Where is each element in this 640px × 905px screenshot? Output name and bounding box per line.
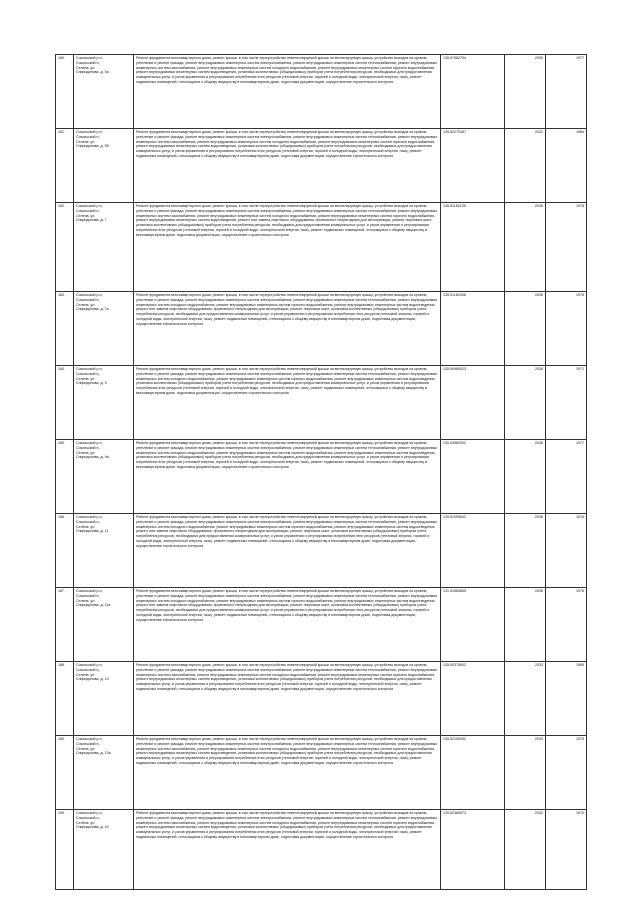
table-row — [56, 203, 587, 292]
table-row — [56, 514, 587, 588]
works-description-cell: Ремонт фундамента многоквартирного дома, ремонт крыши, в том числе переустройство невентилируемой крыши на вентилируемую крышу, устройство выходов на кровлю, утепление и ремонт фасада, ремонт внутридомовых инженерных систем электроснабжения, ремонт внутридомовых инженерных систем теплоснабжения, ремонт внутридомовых инженерных систем газоснабжения, ремонт внутридомовых инженерных систем холодного водоснабжения, ремонт внутридомовых инженерных систем горячего водоснабжения, ремонт внутридомовых инженерных систем водоотведения, установка коллективных (общедомовых) приборов учета потребления ресурсов, необходимых для предоставления коммунальных услуг, и узлов управления и регулирования потребления этих ресурсов (тепловой энергии, горячей и холодной воды, электрической энергии, газа), ремонт подвальных помещений, относящихся к общему имуществу в многоквартирном доме, подготовка документации, осуществление строительного контроля — [134, 736, 441, 810]
area-cell: 135.51182458 — [441, 292, 505, 366]
area-cell: 135.52270457 — [441, 129, 505, 203]
works-description-cell: Ремонт фундамента многоквартирного дома, ремонт крыши, в том числе переустройство невентилируемой крыши на вентилируемую крышу, устройство выходов на кровлю, утепление и ремонт фасада, ремонт внутридомовых инженерных систем электроснабжения, ремонт внутридомовых инженерных систем теплоснабжения, ремонт внутридомовых инженерных систем газоснабжения, ремонт внутридомовых инженерных систем холодного водоснабжения, ремонт внутридомовых инженерных систем горячего водоснабжения, ремонт внутридомовых инженерных систем водоотведения, установка коллективных (общедомовых) приборов учета потребления ресурсов, необходимых для предоставления коммунальных услуг, и узлов управления и регулирования потребления этих ресурсов (тепловой энергии, горячей и холодной воды, электрической энергии, газа), ремонт подвальных помещений, относящихся к общему имуществу в многоквартирном доме, подготовка документации, осуществление строительного контроля — [134, 129, 441, 203]
address-cell: Сокольский р-н, Сокольский п., Селена ,ул. Спиридонова ,д. 9 — [74, 366, 134, 440]
repair-year-cell: 2036 — [505, 292, 546, 366]
works-description-cell: Ремонт фундамента многоквартирного дома, ремонт крыши, в том числе переустройство невентилируемой крыши на вентилируемую крышу, устройство выходов на кровлю, утепление и ремонт фасада, ремонт внутридомовых инженерных систем электроснабжения, ремонт внутридомовых инженерных систем теплоснабжения, ремонт внутридомовых инженерных систем холодного водоснабжения, ремонт внутридомовых инженерных систем горячего водоснабжения, ремонт внутридомовых инженерных систем водоотведения, ремонт или замена лифтового оборудования, признанного непригодным для эксплуатации, ремонт лифтовых шахт, установка коллективных (общедомовых) приборов учета потребления ресурсов, необходимых для предоставления коммунальных услуг, и узлов управления и регулирования потребления этих ресурсов (тепловой энергии, горячей и холодной воды, электрической энергии, газа), ремонт подвальных помещений, относящихся к общему имуществу в многоквартирном доме, подготовка документации, осуществление строительного контроля — [134, 292, 441, 366]
build-year-cell: 1985 — [546, 662, 587, 736]
works-description-cell: Ремонт фундамента многоквартирного дома, ремонт крыши, в том числе переустройство невентилируемой крыши на вентилируемую крышу, устройство выходов на кровлю, утепление и ремонт фасада, ремонт внутридомовых инженерных систем электроснабжения, ремонт внутридомовых инженерных систем теплоснабжения, ремонт внутридомовых инженерных систем холодного водоснабжения, ремонт внутридомовых инженерных систем горячего водоснабжения, ремонт внутридомовых инженерных систем водоотведения, ремонт или замена лифтового оборудования, признанного непригодным для эксплуатации, ремонт лифтовых шахт, установка коллективных (общедомовых) приборов учета потребления ресурсов, необходимых для предоставления коммунальных услуг, и узлов управления и регулирования потребления этих ресурсов (тепловой энергии, горячей и холодной воды, электрической энергии, газа), ремонт подвальных помещений, относящихся к общему имуществу в многоквартирном доме, подготовка документации, осуществление строительного контроля — [134, 588, 441, 662]
works-description-cell: Ремонт фундамента многоквартирного дома, ремонт крыши, в том числе переустройство невентилируемой крыши на вентилируемую крышу, устройство выходов на кровлю, утепление и ремонт фасада, ремонт внутридомовых инженерных систем электроснабжения, ремонт внутридомовых инженерных систем теплоснабжения, ремонт внутридомовых инженерных систем газоснабжения, ремонт внутридомовых инженерных систем холодного водоснабжения, ремонт внутридомовых инженерных систем горячего водоснабжения, ремонт внутридомовых инженерных систем водоотведения, установка коллективных (общедомовых) приборов учета потребления ресурсов, необходимых для предоставления коммунальных услуг, и узлов управления и регулирования потребления этих ресурсов (тепловой энергии, горячей и холодной воды, электрической энергии, газа), ремонт подвальных помещений, относящихся к общему имуществу в многоквартирном доме, подготовка документации, осуществление строительного контроля — [134, 55, 441, 129]
row-number-cell: 189. — [56, 736, 74, 810]
repair-year-cell: 2036 — [505, 366, 546, 440]
row-number-cell: 186. — [56, 514, 74, 588]
address-cell: Сокольский р-н, Сокольский п., Селена ,ул. Спиридонова ,д. 9а — [74, 440, 134, 514]
build-year-cell: 1978 — [546, 292, 587, 366]
row-number-cell: 183. — [56, 292, 74, 366]
area-cell: 135.57982794 — [441, 55, 505, 129]
row-number-cell: 181. — [56, 129, 74, 203]
works-description-cell: Ремонт фундамента многоквартирного дома, ремонт крыши, в том числе переустройство невентилируемой крыши на вентилируемую крышу, устройство выходов на кровлю, утепление и ремонт фасада, ремонт внутридомовых инженерных систем электроснабжения, ремонт внутридомовых инженерных систем теплоснабжения, ремонт внутридомовых инженерных систем холодного водоснабжения, ремонт внутридомовых инженерных систем горячего водоснабжения, ремонт внутридомовых инженерных систем водоотведения, ремонт или замена лифтового оборудования, признанного непригодным для эксплуатации, ремонт лифтовых шахт, установка коллективных (общедомовых) приборов учета потребления ресурсов, необходимых для предоставления коммунальных услуг, и узлов управления и регулирования потребления этих ресурсов (тепловой энергии, горячей и холодной воды, электрической энергии, газа), ремонт подвальных помещений, относящихся к общему имуществу в многоквартирном доме, подготовка документации, осуществление строительного контроля — [134, 514, 441, 588]
address-cell: Сокольский р-н, Сокольский п., Селена ,ул. Спиридонова ,д. 11 — [74, 514, 134, 588]
area-cell: 135.51182135 — [441, 203, 505, 292]
build-year-cell: 1977 — [546, 55, 587, 129]
address-cell: Сокольский р-н, Сокольский п., Селена ,ул. Спиридонова ,д. 11а — [74, 588, 134, 662]
table-row — [56, 366, 587, 440]
repair-year-cell: 2032 — [505, 129, 546, 203]
table-row — [56, 440, 587, 514]
row-number-cell: 187. — [56, 588, 74, 662]
build-year-cell: 1970 — [546, 810, 587, 890]
build-year-cell: 1975 — [546, 736, 587, 810]
repair-year-cell: 2036 — [505, 588, 546, 662]
table-row — [56, 129, 587, 203]
table-body — [56, 55, 587, 890]
table-row — [56, 588, 587, 662]
build-year-cell: 1977 — [546, 440, 587, 514]
area-cell: 135.52380873 — [441, 810, 505, 890]
table-row — [56, 810, 587, 890]
area-cell: 135.54982002 — [441, 440, 505, 514]
area-cell: 131.51583855 — [441, 588, 505, 662]
repair-year-cell: 2036 — [505, 440, 546, 514]
repair-year-cell: 2033 — [505, 736, 546, 810]
address-cell: Сокольский р-н, Сокольский п., Селена ,ул. Спиридонова ,д. 5а — [74, 55, 134, 129]
address-cell: Сокольский р-н, Сокольский п., Селена ,ул. Спиридонова ,д. 15 — [74, 810, 134, 890]
table-row — [56, 55, 587, 129]
address-cell: Сокольский р-н, Сокольский п., Селена ,ул. Спиридонова ,д. 13 — [74, 662, 134, 736]
row-number-cell: 182. — [56, 203, 74, 292]
repair-year-cell: 2036 — [505, 514, 546, 588]
table-row — [56, 292, 587, 366]
build-year-cell: 1984 — [546, 129, 587, 203]
table-row — [56, 662, 587, 736]
build-year-cell: 1971 — [546, 366, 587, 440]
address-cell: Сокольский р-н, Сокольский п., Селена ,ул. Спиридонова ,д. 5б — [74, 129, 134, 203]
works-description-cell: Ремонт фундамента многоквартирного дома, ремонт крыши, в том числе переустройство невентилируемой крыши на вентилируемую крышу, устройство выходов на кровлю, утепление и ремонт фасада, ремонт внутридомовых инженерных систем электроснабжения, ремонт внутридомовых инженерных систем теплоснабжения, ремонт внутридомовых инженерных систем холодного водоснабжения, ремонт внутридомовых инженерных систем горячего водоснабжения, ремонт внутридомовых инженерных систем водоотведения, установка коллективных (общедомовых) приборов учета потребления ресурсов, необходимых для предоставления коммунальных услуг, и узлов управления и регулирования потребления этих ресурсов (тепловой энергии, горячей и холодной воды, электрической энергии, газа), ремонт подвальных помещений, относящихся к общему имуществу в многоквартирном доме, подготовка документации, осуществление строительного контроля — [134, 366, 441, 440]
table-row — [56, 736, 587, 810]
works-description-cell: Ремонт фундамента многоквартирного дома, ремонт крыши, в том числе переустройство невентилируемой крыши на вентилируемую крышу, устройство выходов на кровлю, утепление и ремонт фасада, ремонт внутридомовых инженерных систем электроснабжения, ремонт внутридомовых инженерных систем теплоснабжения, ремонт внутридомовых инженерных систем газоснабжения, ремонт внутридомовых инженерных систем холодного водоснабжения, ремонт внутридомовых инженерных систем горячего водоснабжения, ремонт внутридомовых инженерных систем водоотведения, ремонт или замена лифтового оборудования, признанного непригодным для эксплуатации, ремонт лифтовых шахт, установка коллективных (общедомовых) приборов учета потребления ресурсов, необходимых для предоставления коммунальных услуг, и узлов управления и регулирования потребления этих ресурсов (тепловой энергии, горячей и холодной воды, электрической энергии, газа), ремонт подвальных помещений, относящихся к общему имуществу в многоквартирном доме, подготовка документации, осуществление строительного контроля — [134, 203, 441, 292]
repair-year-cell: 2036 — [505, 203, 546, 292]
area-cell: 135.50375602 — [441, 662, 505, 736]
works-description-cell: Ремонт фундамента многоквартирного дома, ремонт крыши, в том числе переустройство невентилируемой крыши на вентилируемую крышу, устройство выходов на кровлю, утепление и ремонт фасада, ремонт внутридомовых инженерных систем электроснабжения, ремонт внутридомовых инженерных систем теплоснабжения, ремонт внутридомовых инженерных систем газоснабжения, ремонт внутридомовых инженерных систем холодного водоснабжения, ремонт внутридомовых инженерных систем горячего водоснабжения, ремонт внутридомовых инженерных систем водоотведения, установка коллективных (общедомовых) приборов учета потребления ресурсов, необходимых для предоставления коммунальных услуг, и узлов управления и регулирования потребления этих ресурсов (тепловой энергии, горячей и холодной воды, электрической энергии, газа), ремонт подвальных помещений, относящихся к общему имуществу в многоквартирном доме, подготовка документации, осуществление строительного контроля — [134, 662, 441, 736]
build-year-cell: 1978 — [546, 203, 587, 292]
address-cell: Сокольский р-н, Сокольский п., Селена ,ул. Спиридонова ,д. 7 — [74, 203, 134, 292]
repair-year-cell: 2033 — [505, 662, 546, 736]
row-number-cell: 180. — [56, 55, 74, 129]
repair-year-cell: 2032 — [505, 810, 546, 890]
repair-year-cell: 2030 — [505, 55, 546, 129]
build-year-cell: 1976 — [546, 588, 587, 662]
address-cell: Сокольский р-н, Сокольский п., Селена ,ул. Спиридонова ,д. 13а — [74, 736, 134, 810]
area-cell: 135.52195352 — [441, 736, 505, 810]
area-cell: 135.50985423 — [441, 366, 505, 440]
row-number-cell: 185. — [56, 440, 74, 514]
repair-program-table — [55, 54, 587, 890]
row-number-cell: 190. — [56, 810, 74, 890]
row-number-cell: 184. — [56, 366, 74, 440]
address-cell: Сокольский р-н, Сокольский п., Селена ,ул. Спиридонова ,д. 7а — [74, 292, 134, 366]
build-year-cell: 1976 — [546, 514, 587, 588]
row-number-cell: 188. — [56, 662, 74, 736]
works-description-cell: Ремонт фундамента многоквартирного дома, ремонт крыши, в том числе переустройство невентилируемой крыши на вентилируемую крышу, устройство выходов на кровлю, утепление и ремонт фасада, ремонт внутридомовых инженерных систем электроснабжения, ремонт внутридомовых инженерных систем теплоснабжения, ремонт внутридомовых инженерных систем газоснабжения, ремонт внутридомовых инженерных систем холодного водоснабжения, ремонт внутридомовых инженерных систем горячего водоснабжения, ремонт внутридомовых инженерных систем водоотведения, установка коллективных (общедомовых) приборов учета потребления ресурсов, необходимых для предоставления коммунальных услуг, и узлов управления и регулирования потребления этих ресурсов (тепловой энергии, горячей и холодной воды, электрической энергии, газа), ремонт подвальных помещений, относящихся к общему имуществу в многоквартирном доме, подготовка документации, осуществление строительного контроля — [134, 810, 441, 890]
area-cell: 135.51095642 — [441, 514, 505, 588]
works-description-cell: Ремонт фундамента многоквартирного дома, ремонт крыши, в том числе переустройство невентилируемой крыши на вентилируемую крышу, устройство выходов на кровлю, утепление и ремонт фасада, ремонт внутридомовых инженерных систем электроснабжения, ремонт внутридомовых инженерных систем теплоснабжения, ремонт внутридомовых инженерных систем холодного водоснабжения, ремонт внутридомовых инженерных систем горячего водоснабжения, ремонт внутридомовых инженерных систем водоотведения, установка коллективных (общедомовых) приборов учета потребления ресурсов, необходимых для предоставления коммунальных услуг, и узлов управления и регулирования потребления этих ресурсов (тепловой энергии, горячей и холодной воды, электрической энергии, газа), ремонт подвальных помещений, относящихся к общему имуществу в многоквартирном доме, подготовка документации, осуществление строительного контроля — [134, 440, 441, 514]
